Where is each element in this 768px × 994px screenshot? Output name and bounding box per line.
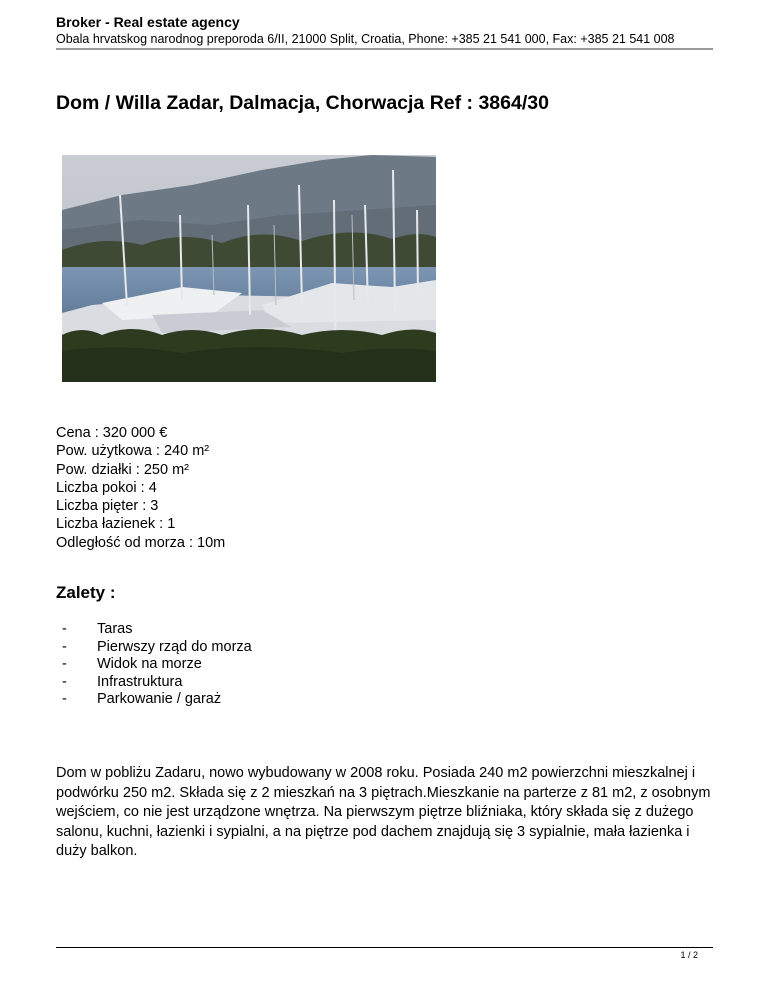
header-divider <box>56 48 713 50</box>
company-address: Obala hrvatskog narodnog preporoda 6/II, 21000 Split, Croatia, Phone: +385 21 541 000, Fax: +385 21 541 008 <box>56 32 675 46</box>
footer-divider <box>56 947 713 948</box>
property-photo <box>62 155 436 382</box>
list-item-label: Taras <box>97 621 133 637</box>
list-item <box>56 674 252 692</box>
bullet-dash: - <box>62 621 67 637</box>
detail-sea-distance: Odległość od morza : 10m <box>56 534 226 551</box>
bullet-dash: - <box>62 656 67 673</box>
detail-floors: Liczba pięter : 3 <box>56 498 159 515</box>
advantages-heading: Zalety : <box>56 583 116 602</box>
bullet-dash: - <box>62 673 67 690</box>
property-description: Dom w pobliżu Zadaru, nowo wybudowany w 2008 roku. Posiada 240 m2 powierzchni mieszkalnej i podwórku 250 m2. Składa się z 2 mieszkań na 3 piętrach.Mieszkanie na parterze z 81 m2, z osobnym wejściem, co nie jest urządzone wnętrza. Na pierwszym piętrze bliźniaka, który składa się z dużego salonu, kuchni, łazienki i sypialni, a na piętrze pod dachem znajdują się 3 sypialnie, mała łazienka i duży balkon. <box>56 765 711 859</box>
list-item <box>56 639 252 657</box>
bullet-dash: - <box>62 691 67 708</box>
list-item-label: Pierwszy rząd do morza <box>97 638 252 655</box>
property-details <box>56 424 225 552</box>
detail-usable-area: Pow. użytkowa : 240 m² <box>56 443 210 460</box>
list-item <box>56 691 252 709</box>
detail-plot-area: Pow. działki : 250 m² <box>56 461 189 478</box>
company-name: Broker - Real estate agency <box>56 14 240 30</box>
page-number: 1 / 2 <box>680 950 698 960</box>
advantages-list <box>56 621 252 709</box>
list-item <box>56 656 252 674</box>
list-item-label: Widok na morze <box>97 656 202 673</box>
detail-bathrooms: Liczba łazienek : 1 <box>56 516 176 533</box>
list-item-label: Infrastruktura <box>97 673 183 690</box>
page-header <box>56 14 713 47</box>
detail-rooms: Liczba pokoi : 4 <box>56 479 157 496</box>
list-item <box>56 621 252 639</box>
bullet-dash: - <box>62 638 67 655</box>
page-title: Dom / Willa Zadar, Dalmacja, Chorwacja Ref : 3864/30 <box>56 92 549 114</box>
list-item-label: Parkowanie / garaż <box>97 691 222 708</box>
detail-price: Cena : 320 000 € <box>56 425 168 441</box>
